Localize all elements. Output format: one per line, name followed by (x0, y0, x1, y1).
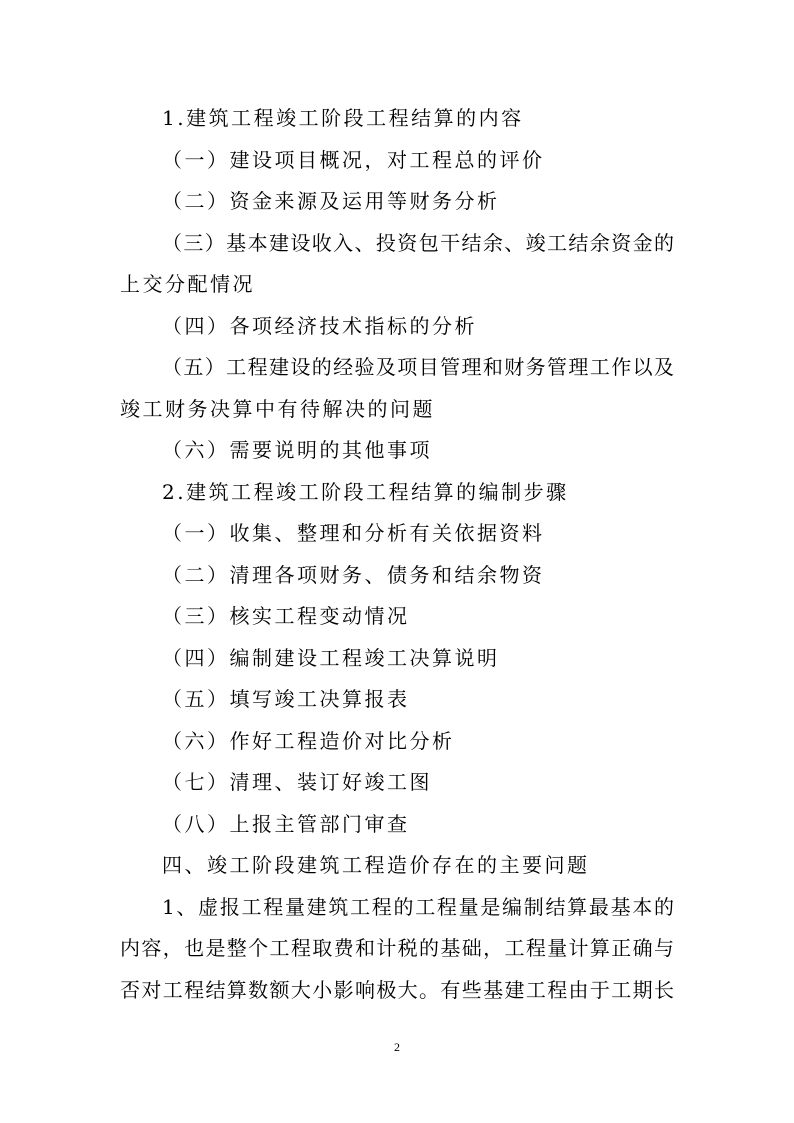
list-item: （二）清理各项财务、债务和结余物资 (162, 563, 545, 587)
list-item: （五）工程建设的经验及项目管理和财务管理工作以及 (162, 355, 674, 379)
list-item: （五）填写竣工决算报表 (162, 687, 410, 711)
list-item: （三）基本建设收入、投资包干结余、竣工结余资金的 (162, 231, 674, 255)
list-item: （八）上报主管部门审查 (162, 812, 410, 836)
list-item: （四）各项经济技术指标的分析 (162, 314, 477, 338)
section-heading-problems: 四、竣工阶段建筑工程造价存在的主要问题 (162, 853, 590, 877)
list-item-continuation: 竣工财务决算中有待解决的问题 (120, 397, 435, 421)
list-item: （三）核实工程变动情况 (162, 604, 410, 628)
list-item: （六）需要说明的其他事项 (162, 438, 432, 462)
list-item-continuation: 上交分配情况 (120, 272, 255, 296)
list-item: （一）建设项目概况，对工程总的评价 (162, 148, 545, 172)
paragraph-line: 内容，也是整个工程取费和计税的基础，工程量计算正确与 (120, 936, 674, 960)
page-number: 2 (394, 1040, 400, 1054)
list-item: （四）编制建设工程竣工决算说明 (162, 646, 500, 670)
section-heading-content: 1.建筑工程竣工阶段工程结算的内容 (162, 106, 524, 130)
list-item: （六）作好工程造价对比分析 (162, 729, 455, 753)
section-heading-steps: 2.建筑工程竣工阶段工程结算的编制步骤 (162, 480, 569, 504)
list-item: （七）清理、装订好竣工图 (162, 770, 432, 794)
list-item: （一）收集、整理和分析有关依据资料 (162, 521, 545, 545)
paragraph-line: 否对工程结算数额大小影响极大。有些基建工程由于工期长 (120, 978, 674, 1002)
list-item: （二）资金来源及运用等财务分析 (162, 189, 500, 213)
paragraph-line: 1、虚报工程量建筑工程的工程量是编制结算最基本的 (162, 895, 674, 919)
